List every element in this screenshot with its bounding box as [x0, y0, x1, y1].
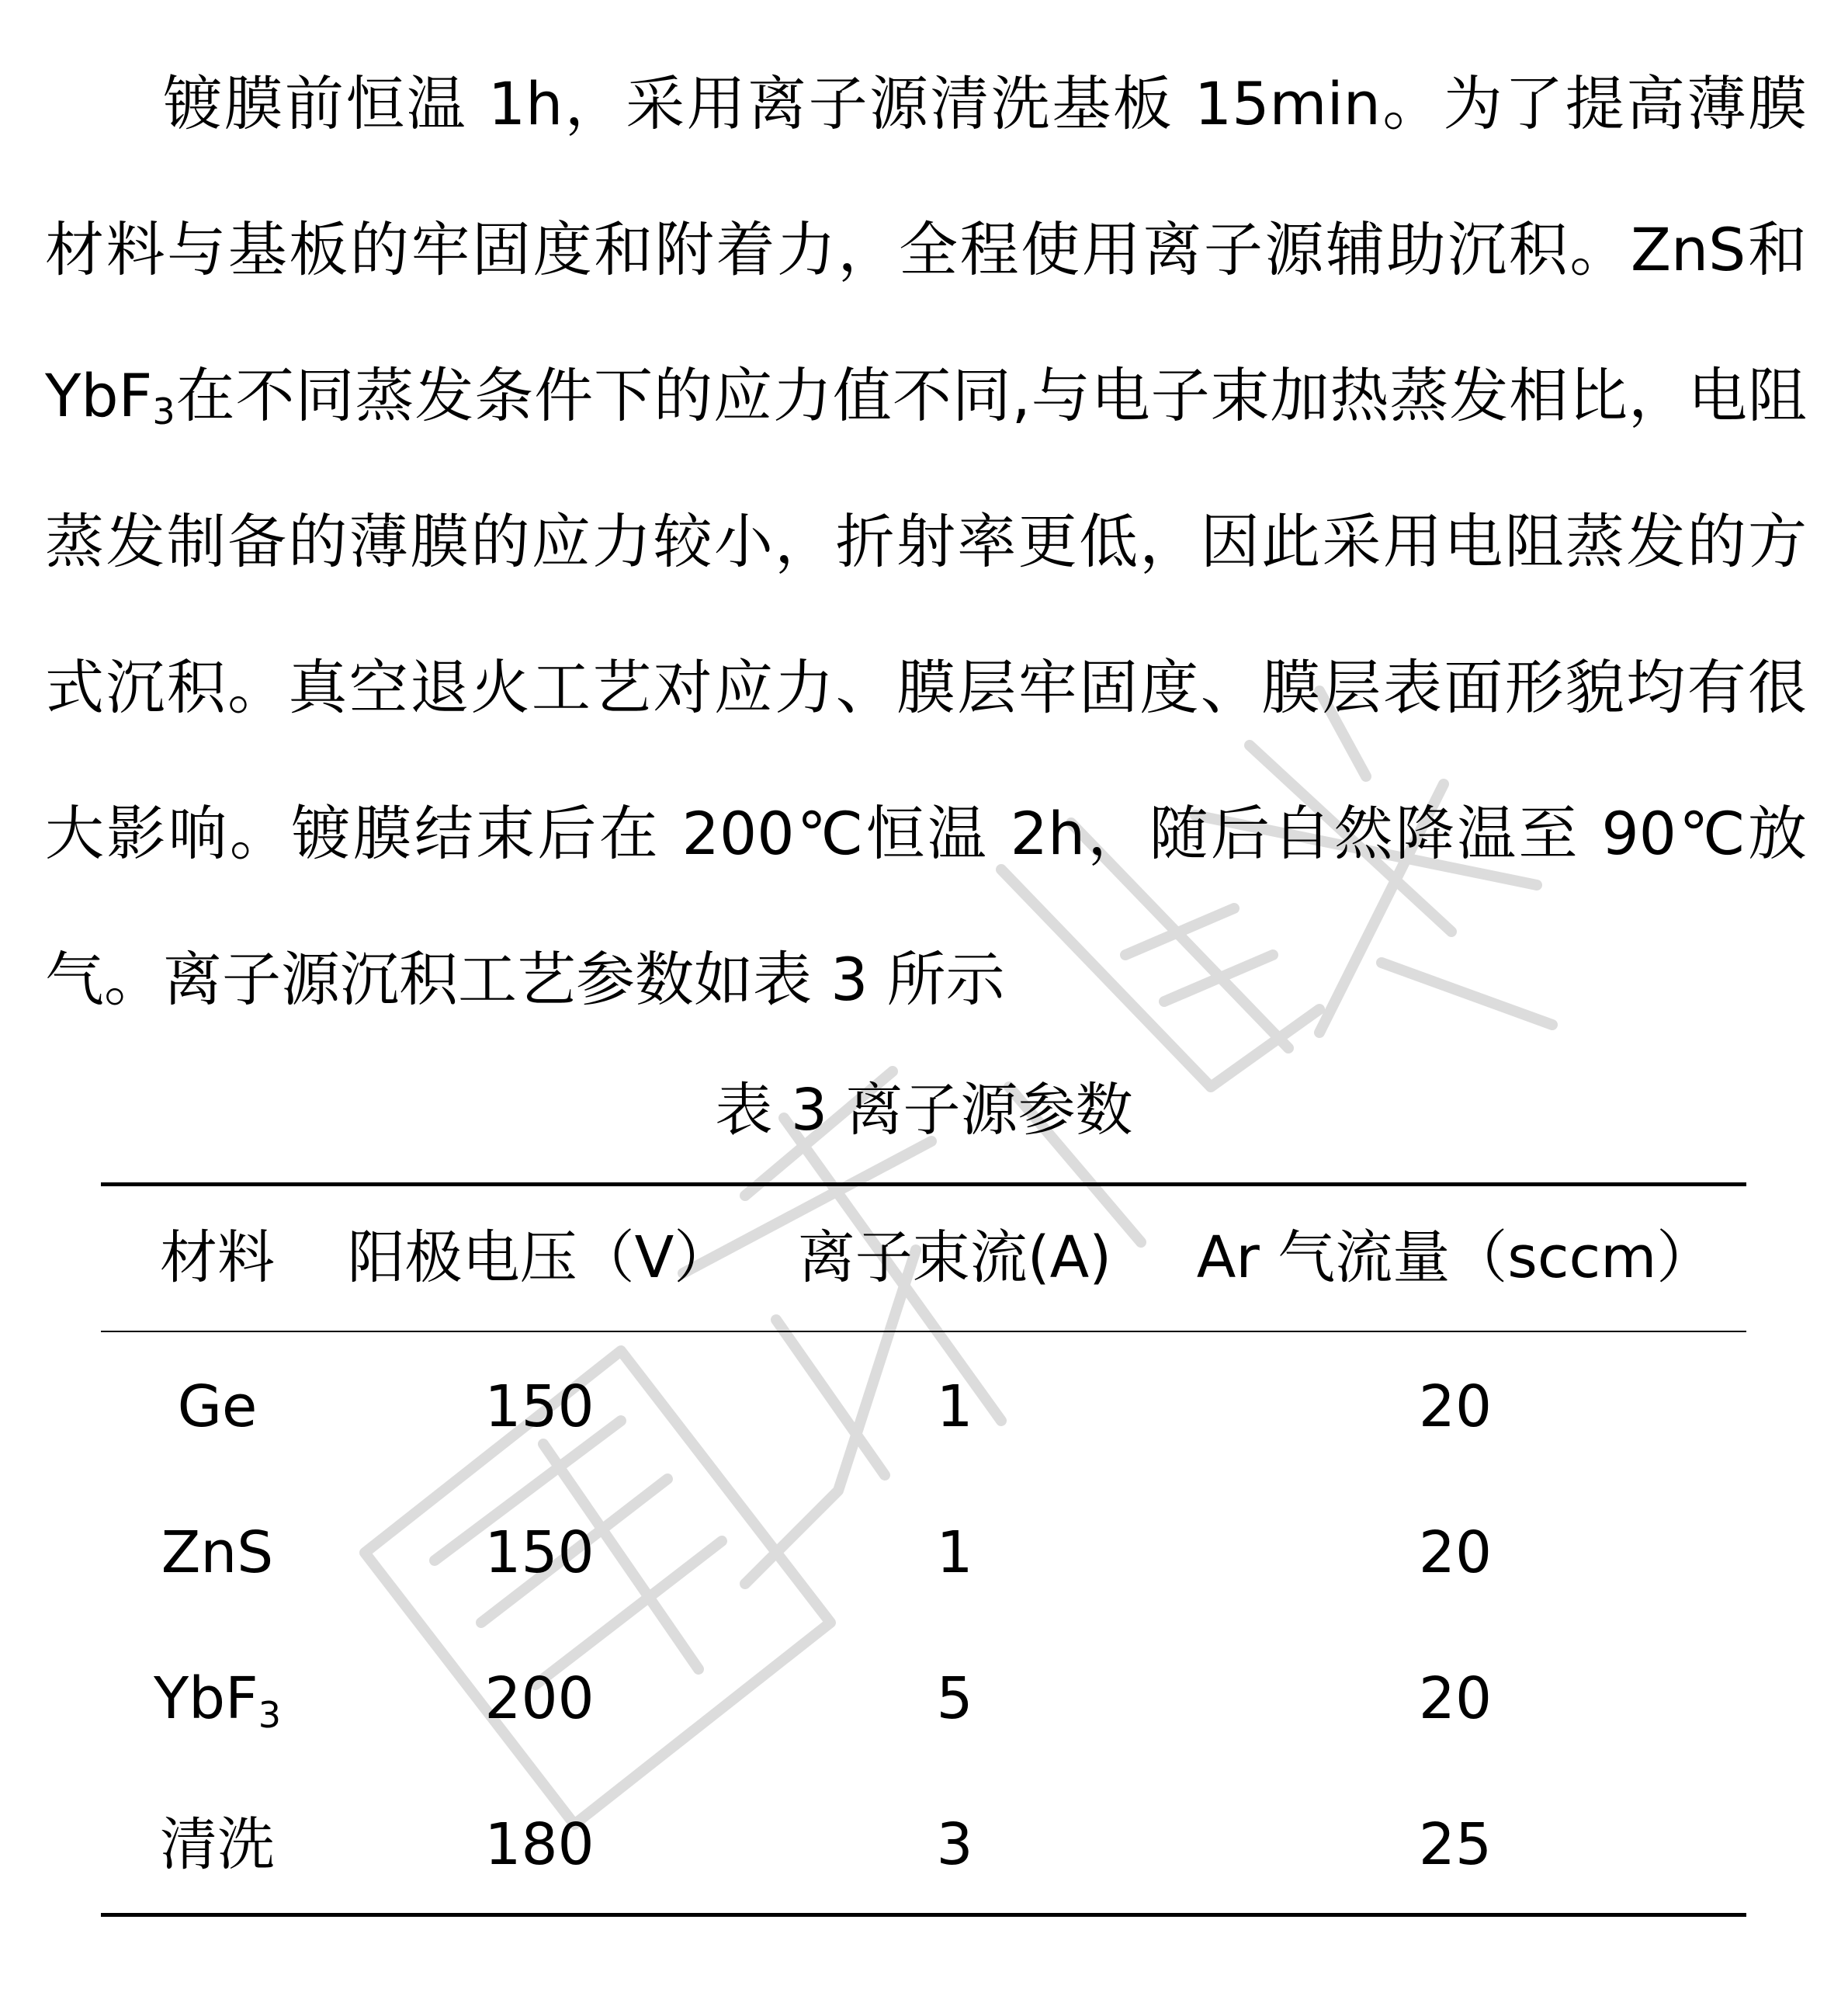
table-row: [101, 1798, 1746, 1891]
body-text-part1: 镀膜前恒温 1h，采用离子源清洗基板 15min。为了提高薄膜材料与基板的牢固度和附着力，全程使用离子源辅助沉积。ZnS和 YbF: [45, 69, 1807, 430]
header-anode-voltage: 阳极电压（V）: [347, 1224, 732, 1291]
table-top-rule: [101, 1182, 1746, 1186]
cell-current: 5: [936, 1665, 973, 1732]
cell-material: ZnS: [161, 1519, 274, 1586]
cell-flow: 25: [1418, 1811, 1493, 1878]
cell-current: 1: [936, 1373, 973, 1440]
cell-current: 3: [936, 1811, 973, 1878]
cell-material-subscript: 3: [258, 1694, 282, 1736]
watermark-text: 国泰真空: [924, 1475, 927, 1476]
table-row: [101, 1360, 1746, 1453]
body-text-part2: 在不同蒸发条件下的应力值不同,与电子束加热蒸发相比，电阻蒸发制备的薄膜的应力较小，折射率更低，因此采用电阻蒸发的方式沉积。真空退火工艺对应力、膜层牢固度、膜层表面形貌均有很大影响。镀膜结束后在 200℃恒温 2h，随后自然降温至 90℃放气。离子源沉积工艺参数如表 3 所示: [45, 361, 1807, 1014]
cell-flow: 20: [1418, 1665, 1493, 1732]
cell-material: 清洗: [160, 1811, 275, 1878]
table-header-rule: [101, 1331, 1746, 1332]
table-bottom-rule: [101, 1913, 1746, 1917]
header-ar-flow: Ar 气流量（sccm）: [1196, 1224, 1715, 1291]
header-ion-beam-current: 离子束流(A): [797, 1224, 1112, 1291]
body-paragraph: [45, 31, 1807, 1053]
cell-material: YbF3: [153, 1665, 282, 1736]
table-header-row: [101, 1211, 1746, 1304]
cell-material: Ge: [177, 1373, 258, 1440]
header-material: 材料: [160, 1224, 275, 1291]
body-text-subscript: 3: [152, 391, 175, 432]
cell-flow: 20: [1418, 1373, 1493, 1440]
cell-voltage: 200: [484, 1665, 595, 1732]
cell-voltage: 150: [484, 1373, 595, 1440]
table-row: [101, 1506, 1746, 1599]
cell-voltage: 150: [484, 1519, 595, 1586]
cell-flow: 20: [1418, 1519, 1493, 1586]
cell-voltage: 180: [484, 1811, 595, 1878]
table-row: [101, 1652, 1746, 1745]
cell-current: 1: [936, 1519, 973, 1586]
table-caption: 表 3 离子源参数: [715, 1077, 1133, 1144]
